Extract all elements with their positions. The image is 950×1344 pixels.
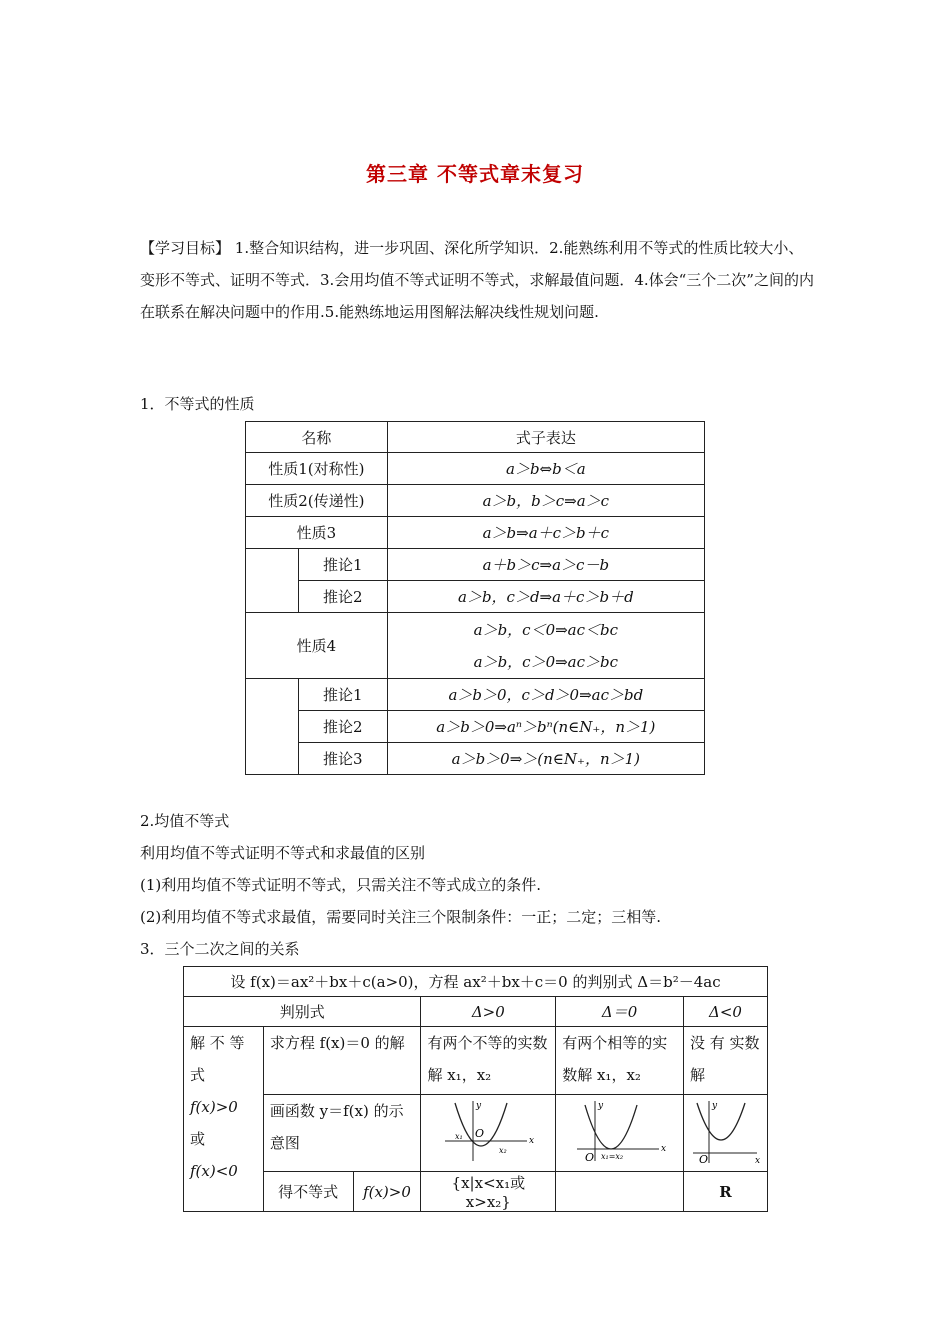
header-expression: 式子表达 [387,422,704,453]
graph-one-root [556,1095,684,1172]
axis-y: y [597,1101,603,1111]
left-label-line: 或 [190,1130,206,1148]
expr-line: a＞b，c＜0⇒ac＜bc [473,620,619,639]
left-label-line: 解 不 等 式 [190,1034,245,1084]
section-2-heading: 2.均值不等式 [140,812,230,830]
corollary-name: 推论3 [298,743,387,775]
axis-y: y [711,1101,717,1111]
blank-cell [246,549,299,613]
corollary-name: 推论2 [298,711,387,743]
header-name: 名称 [246,422,388,453]
blank-cell [246,679,299,775]
graph-two-roots [421,1095,556,1172]
parabola-no-root-icon [691,1097,761,1165]
property-expression-pair [387,613,704,679]
origin: O [475,1127,485,1140]
section-3-heading: 3．三个二次之间的关系 [140,940,300,958]
parabola-one-root-icon [575,1097,665,1165]
property-name: 性质4 [246,613,388,679]
section-1-heading: 1．不等式的性质 [140,395,255,413]
origin: O [584,1151,594,1164]
discriminant-label: 判别式 [184,997,421,1027]
cell: 有两个相等的实数解 x₁，x₂ [556,1027,684,1095]
row-sublabel: f(x)>0 [353,1172,421,1212]
axis-x: x [660,1144,666,1154]
property-expression: a＞b⇔b＜a [387,453,704,485]
property-expression: a＞b⇒a＋c＞b＋c [387,517,704,549]
property-expression: a＞b＞0⇒＞(n∈N₊，n＞1) [387,743,704,775]
corollary-name: 推论1 [298,549,387,581]
learning-goals [140,232,816,328]
goal-text: 1.整合知识结构，进一步巩固、深化所学知识．2.能熟练利用不等式的性质比较大小、变形不等式、证明不等式．3.会用均值不等式证明不等式，求解最值问题．4.体会“三个二次”之间的内在联系在解决问题中的作用.5.能熟练地运用图解法解决线性规划问题. [140,239,814,321]
table-header: 设 f(x)＝ax²＋bx＋c(a>0)，方程 ax²＋bx＋c＝0 的判别式 Δ＝b²－4ac [184,967,768,997]
root-1: x₁ [455,1132,464,1141]
delta-zero: Δ＝0 [556,997,684,1027]
solve-inequality-label [184,1027,264,1212]
delta-positive: Δ>0 [421,997,556,1027]
corollary-name: 推论2 [298,581,387,613]
three-quadratics-table [183,966,768,1212]
page-title: 第三章 不等式章末复习 [366,162,584,186]
left-label-line: f(x)>0 [190,1098,238,1116]
property-expression: a＞b，b＞c⇒a＞c [387,485,704,517]
axis-x: x [529,1136,535,1146]
expr-line: a＞b，c＞0⇒ac＞bc [473,652,619,671]
origin: O [698,1153,708,1166]
graph-no-root [684,1095,768,1172]
property-name: 性质2(传递性) [246,485,388,517]
parabola-two-roots-icon [443,1097,533,1165]
row-label: 求方程 f(x)＝0 的解 [263,1027,421,1095]
row-label: 画函数 y＝f(x) 的示意图 [263,1095,421,1172]
root-2: x₂ [499,1146,508,1155]
inequality-properties-table [245,421,705,775]
axis-y: y [476,1101,482,1111]
property-expression: a＞b，c＞d⇒a＋c＞b＋d [387,581,704,613]
property-expression: a＋b＞c⇒a＞c－b [387,549,704,581]
section-2-line: 利用均值不等式证明不等式和求最值的区别 [140,844,426,862]
property-name: 性质3 [246,517,388,549]
cell [556,1172,684,1212]
property-expression: a＞b＞0，c＞d＞0⇒ac＞bd [387,679,704,711]
section-2-line: (1)利用均值不等式证明不等式，只需关注不等式成立的条件. [140,876,542,894]
cell: 有两个不等的实数解 x₁，x₂ [421,1027,556,1095]
cell: 没 有 实数解 [684,1027,768,1095]
goal-label: 【学习目标】 [140,239,231,257]
double-root: x₁=x₂ [600,1152,623,1161]
corollary-name: 推论1 [298,679,387,711]
property-expression: a＞b＞0⇒aⁿ＞bⁿ(n∈N₊，n＞1) [387,711,704,743]
property-name: 性质1(对称性) [246,453,388,485]
row-label: 得不等式 [263,1172,353,1212]
cell: R [684,1172,768,1212]
delta-negative: Δ<0 [684,997,768,1027]
cell: {x|x<x₁或 x>x₂} [421,1172,556,1212]
axis-x: x [754,1156,760,1166]
left-label-line: f(x)<0 [190,1162,238,1180]
section-2-line: (2)利用均值不等式求最值，需要同时关注三个限制条件：一正；二定；三相等. [140,908,662,926]
